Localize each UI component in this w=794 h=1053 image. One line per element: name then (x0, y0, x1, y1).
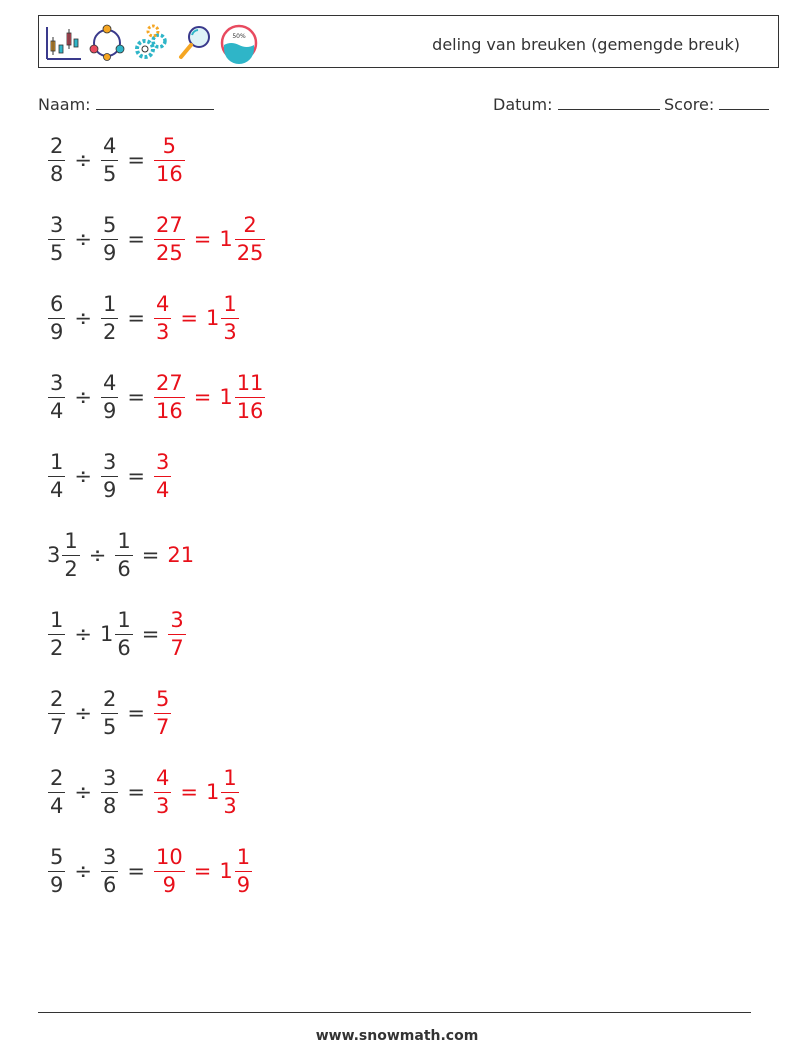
divide-sign: ÷ (74, 306, 92, 330)
numerator: 4 (102, 133, 117, 158)
fraction (48, 686, 65, 739)
problem-row (47, 525, 194, 585)
numerator: 4 (155, 291, 170, 316)
fraction (101, 686, 118, 739)
fraction (154, 212, 185, 265)
date-field (493, 94, 660, 114)
numerator: 3 (50, 370, 64, 395)
equals-sign: = (127, 385, 145, 409)
numerator: 1 (50, 607, 64, 632)
problem-row (47, 762, 240, 822)
denominator: 3 (223, 793, 237, 818)
equals-sign: = (193, 227, 212, 251)
problem-row (47, 604, 187, 664)
numerator: 1 (102, 291, 117, 316)
denominator: 5 (102, 161, 117, 186)
header-box (38, 15, 779, 68)
fraction (154, 844, 185, 897)
fraction (101, 370, 118, 423)
equals-sign: = (180, 780, 198, 804)
fraction (154, 133, 185, 186)
divide-sign: ÷ (74, 859, 92, 883)
answer (153, 212, 266, 265)
numerator: 4 (102, 370, 117, 395)
denominator: 2 (64, 556, 78, 581)
numerator: 1 (223, 765, 237, 790)
answer (153, 449, 172, 502)
divide-sign: ÷ (74, 464, 92, 488)
denominator: 7 (155, 714, 170, 739)
equals-sign: = (193, 385, 212, 409)
answer (153, 291, 240, 344)
equals-sign: = (193, 859, 212, 883)
denominator: 4 (155, 477, 170, 502)
equals-sign: = (180, 306, 198, 330)
denominator: 3 (223, 319, 237, 344)
water-gauge-icon (219, 21, 259, 65)
denominator: 16 (155, 398, 183, 423)
problem-row (47, 683, 172, 743)
problem-row (47, 446, 172, 506)
numerator: 3 (102, 449, 117, 474)
denominator: 8 (102, 793, 117, 818)
whole-part: 3 (47, 543, 61, 567)
numerator: 11 (236, 370, 264, 395)
score-label: Score: (664, 95, 715, 114)
fraction (221, 291, 238, 344)
problem-row (47, 130, 186, 190)
date-blank[interactable] (558, 94, 660, 110)
denominator: 4 (50, 477, 64, 502)
denominator: 16 (155, 161, 183, 186)
footer-url: www.snowmath.com (315, 1028, 479, 1044)
numerator: 5 (162, 133, 177, 158)
denominator: 6 (117, 556, 131, 581)
numerator: 5 (50, 844, 64, 869)
numerator: 6 (50, 291, 64, 316)
divide-sign: ÷ (74, 385, 92, 409)
answer (153, 133, 186, 186)
fraction (48, 765, 65, 818)
numerator: 27 (155, 370, 183, 395)
answer-whole: 21 (167, 543, 195, 567)
numerator: 1 (236, 844, 251, 869)
divide-sign: ÷ (74, 780, 92, 804)
numerator: 1 (50, 449, 64, 474)
denominator: 9 (102, 398, 117, 423)
whole-part: 1 (99, 622, 114, 646)
denominator: 25 (155, 240, 183, 265)
denominator: 9 (102, 240, 117, 265)
denominator: 6 (102, 872, 117, 897)
fraction (154, 765, 171, 818)
numerator: 2 (50, 133, 64, 158)
numerator: 5 (155, 686, 170, 711)
fraction (48, 607, 65, 660)
whole-part: 1 (219, 227, 233, 251)
numerator: 27 (155, 212, 183, 237)
fraction (115, 607, 132, 660)
fraction (101, 449, 118, 502)
fraction (48, 844, 65, 897)
fraction (154, 291, 171, 344)
problem-row (47, 288, 240, 348)
name-field (38, 94, 214, 114)
fraction (235, 370, 266, 423)
denominator: 9 (102, 477, 117, 502)
denominator: 25 (236, 240, 264, 265)
equals-sign: = (127, 227, 145, 251)
numerator: 3 (102, 844, 117, 869)
fraction (154, 449, 171, 502)
numerator: 2 (102, 686, 117, 711)
divide-sign: ÷ (74, 701, 92, 725)
fraction (115, 528, 132, 581)
numerator: 1 (117, 528, 131, 553)
svg-text:50%: 50% (232, 33, 246, 40)
sheet-title: deling van breuken (gemengde breuk) (432, 35, 740, 54)
whole-part: 1 (219, 859, 233, 883)
chart-icon (43, 21, 83, 65)
name-label: Naam: (38, 95, 91, 114)
fraction (154, 686, 171, 739)
denominator: 9 (50, 319, 64, 344)
numerator: 3 (170, 607, 184, 632)
divide-sign: ÷ (74, 227, 92, 251)
score-blank[interactable] (719, 94, 769, 110)
fraction (48, 291, 65, 344)
divide-sign: ÷ (88, 543, 107, 567)
footer-divider (38, 1012, 751, 1013)
problem-row (47, 841, 253, 901)
numerator: 3 (50, 212, 64, 237)
numerator: 10 (155, 844, 183, 869)
numerator: 5 (102, 212, 117, 237)
numerator: 2 (50, 686, 64, 711)
denominator: 4 (50, 793, 64, 818)
whole-part: 1 (205, 780, 220, 804)
equals-sign: = (141, 622, 160, 646)
equals-sign: = (127, 780, 145, 804)
numerator: 3 (102, 765, 117, 790)
gears-icon (131, 21, 171, 65)
equals-sign: = (141, 543, 160, 567)
equals-sign: = (127, 464, 145, 488)
denominator: 8 (50, 161, 64, 186)
equals-sign: = (127, 859, 145, 883)
fraction (101, 765, 118, 818)
denominator: 7 (170, 635, 184, 660)
numerator: 4 (155, 765, 170, 790)
answer (153, 370, 266, 423)
answer (153, 765, 240, 818)
denominator: 9 (50, 872, 64, 897)
icon-row (43, 21, 259, 65)
numerator: 2 (243, 212, 257, 237)
answer (167, 607, 186, 660)
fraction (48, 133, 65, 186)
answer (153, 844, 253, 897)
numerator: 1 (117, 607, 131, 632)
name-blank[interactable] (96, 94, 214, 110)
denominator: 9 (162, 872, 177, 897)
numerator: 1 (223, 291, 237, 316)
divide-sign: ÷ (74, 622, 92, 646)
fraction (235, 212, 266, 265)
people-cycle-icon (87, 21, 127, 65)
denominator: 3 (155, 793, 170, 818)
equals-sign: = (127, 306, 145, 330)
answer (153, 686, 172, 739)
denominator: 2 (102, 319, 117, 344)
fraction (235, 844, 252, 897)
denominator: 9 (236, 872, 251, 897)
fraction (101, 133, 118, 186)
numerator: 1 (64, 528, 78, 553)
denominator: 3 (155, 319, 170, 344)
fraction (168, 607, 185, 660)
problem-row (47, 367, 266, 427)
date-label: Datum: (493, 95, 553, 114)
denominator: 7 (50, 714, 64, 739)
denominator: 5 (102, 714, 117, 739)
fraction (48, 449, 65, 502)
fraction (154, 370, 185, 423)
fraction (48, 212, 65, 265)
denominator: 16 (236, 398, 264, 423)
fraction (48, 370, 65, 423)
fraction (101, 844, 118, 897)
denominator: 2 (50, 635, 64, 660)
denominator: 5 (50, 240, 64, 265)
magnifier-icon (175, 21, 215, 65)
equals-sign: = (127, 148, 145, 172)
denominator: 6 (117, 635, 131, 660)
fraction (101, 291, 118, 344)
fraction (62, 528, 79, 581)
divide-sign: ÷ (74, 148, 92, 172)
answer (167, 543, 194, 567)
fraction (221, 765, 238, 818)
problem-row (47, 209, 266, 269)
numerator: 2 (50, 765, 64, 790)
fraction (101, 212, 118, 265)
score-field (664, 94, 769, 114)
equals-sign: = (127, 701, 145, 725)
numerator: 3 (155, 449, 170, 474)
denominator: 4 (50, 398, 64, 423)
whole-part: 1 (219, 385, 233, 409)
whole-part: 1 (205, 306, 220, 330)
